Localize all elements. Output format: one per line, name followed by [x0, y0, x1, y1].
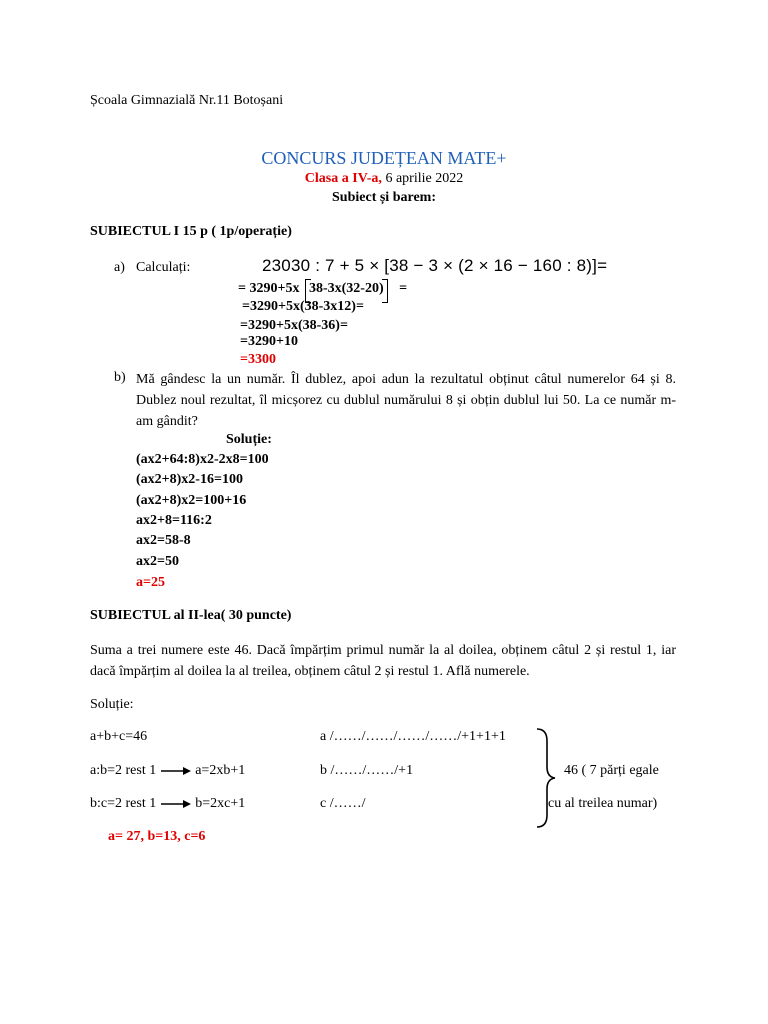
- equation-bc: b:c=2 rest 1 b=2xc+1: [90, 796, 246, 811]
- segment-b: b /……/……/+1: [320, 763, 414, 778]
- result-b: a=25: [136, 575, 165, 590]
- result-a: =3300: [240, 352, 276, 367]
- class-date-line: [0, 171, 768, 187]
- item-b-marker: b): [114, 370, 126, 385]
- subject1-heading: SUBIECTUL I 15 p ( 1p/operație): [90, 224, 292, 239]
- class-label: Clasa a IV-a,: [304, 171, 382, 186]
- solution-line-5: ax2=58-8: [136, 533, 191, 548]
- segment-a: a /……/……/……/……/+1+1+1: [320, 729, 506, 744]
- result-2: a= 27, b=13, c=6: [108, 829, 206, 844]
- equation-sum: a+b+c=46: [90, 729, 148, 744]
- arrow-right-icon: [161, 766, 191, 776]
- equation-ab: a:b=2 rest 1 a=2xb+1: [90, 763, 246, 778]
- step-1-prefix: = 3290+5x: [238, 281, 300, 296]
- subject2-heading: SUBIECTUL al II-lea( 30 puncte): [90, 608, 292, 623]
- expression: 23030 : 7 + 5 × [38 − 3 × (2 × 16 − 160 : 8)]=: [262, 256, 608, 275]
- segment-c: c /……/: [320, 796, 366, 811]
- problem-2-text: Suma a trei numere este 46. Dacă împărțim primul număr la al doilea, obținem câtul 2 și restul 1, iar dacă împărțim al doilea la al treilea, obținem câtul 2 și restul 1. Află numerele.: [90, 643, 676, 679]
- solution-label-2: Soluție:: [90, 697, 134, 712]
- step-1-suffix: =: [399, 281, 408, 296]
- contest-date: 6 aprilie 2022: [381, 171, 464, 186]
- item-a-marker: a): [114, 260, 125, 275]
- solution-label-b: Soluție:: [226, 432, 272, 447]
- solution-line-6: ax2=50: [136, 554, 179, 569]
- solution-line-3: (ax2+8)x2=100+16: [136, 493, 247, 508]
- subtitle: Subiect și barem:: [332, 190, 436, 205]
- solution-line-4: ax2+8=116:2: [136, 513, 212, 528]
- item-a-label: Calculați:: [136, 260, 191, 275]
- boxed-expression: 38-3x(32-20): [305, 281, 388, 297]
- page-title: CONCURS JUDEȚEAN MATE+: [261, 148, 507, 168]
- solution-line-1: (ax2+64:8)x2-2x8=100: [136, 452, 269, 467]
- step-1: [238, 281, 407, 297]
- brace-note-1: 46 ( 7 părți egale: [564, 763, 659, 778]
- arrow-right-icon: [161, 799, 191, 809]
- step-3: =3290+5x(38-36)=: [240, 318, 348, 333]
- step-2: =3290+5x(38-3x12)=: [242, 299, 364, 314]
- solution-line-2: (ax2+8)x2-16=100: [136, 472, 243, 487]
- step-4: =3290+10: [240, 334, 298, 349]
- school-name: Școala Gimnazială Nr.11 Botoșani: [90, 93, 284, 108]
- right-brace-icon: [535, 727, 557, 829]
- problem-b-text: Mă gândesc la un număr. Îl dublez, apoi adun la rezultatul obținut câtul numerelor 64 și 8. Dublez noul rezultat, îl micșorez cu dublul numărului 8 și obțin dublul lui 50. La ce număr m-am gândit?: [136, 372, 676, 429]
- brace-note-2: cu al treilea numar): [548, 796, 658, 811]
